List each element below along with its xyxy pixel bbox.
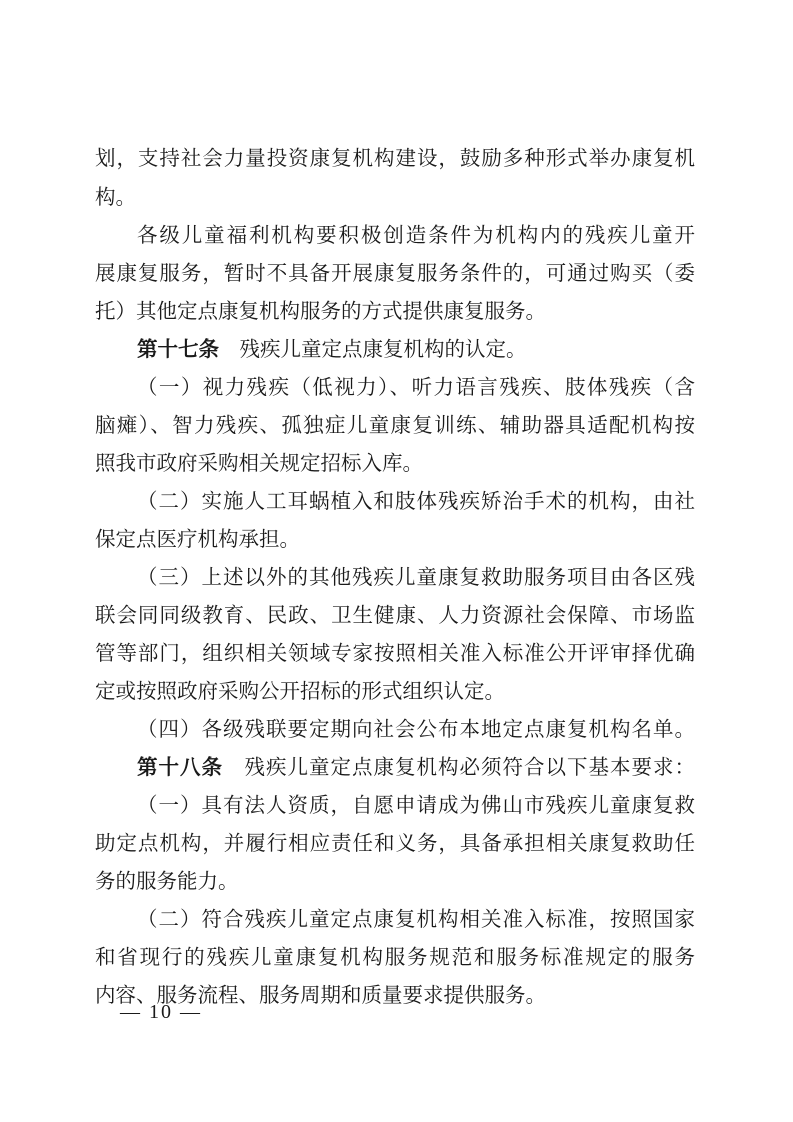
article-18-title: 残疾儿童定点康复机构必须符合以下基本要求： — [244, 755, 695, 779]
paragraph-line: 照我市政府采购相关规定招标入库。 — [95, 451, 423, 475]
article-17-title: 残疾儿童定点康复机构的认定。 — [239, 337, 527, 361]
paragraph-line: 管等部门，组织相关领域专家按照相关准入标准公开评审择优确 — [95, 641, 695, 665]
paragraph-line: 展康复服务，暂时不具备开展康复服务条件的，可通过购买（委 — [95, 261, 695, 285]
paragraph-line: 脑瘫）、智力残疾、孤独症儿童康复训练、辅助器具适配机构按 — [95, 413, 695, 437]
paragraph-line: （一）视力残疾（低视力）、听力语言残疾、肢体残疾（含 — [137, 375, 695, 399]
paragraph-line: 保定点医疗机构承担。 — [95, 527, 300, 551]
paragraph-line: （四）各级残联要定期向社会公布本地定点康复机构名单。 — [137, 717, 695, 741]
article-17-heading: 第十七条 — [137, 337, 219, 361]
paragraph-line: 托）其他定点康复机构服务的方式提供康复服务。 — [95, 299, 546, 323]
page-number: — 10 — — [120, 1001, 202, 1023]
paragraph-line: 划，支持社会力量投资康复机构建设，鼓励多种形式举办康复机 — [95, 146, 695, 170]
paragraph-line: 构。 — [95, 185, 136, 209]
article-17-line — [137, 334, 695, 364]
paragraph-line: （二）实施人工耳蜗植入和肢体残疾矫治手术的机构，由社 — [137, 489, 695, 513]
article-18-heading: 第十八条 — [137, 755, 223, 779]
article-18-line — [137, 752, 695, 782]
paragraph-line: 各级儿童福利机构要积极创造条件为机构内的残疾儿童开 — [137, 223, 695, 247]
paragraph-line: （二）符合残疾儿童定点康复机构相关准入标准，按照国家 — [137, 907, 695, 931]
paragraph-line: （一）具有法人资质，自愿申请成为佛山市残疾儿童康复救 — [137, 793, 695, 817]
paragraph-line: 和省现行的残疾儿童康复机构服务规范和服务标准规定的服务 — [95, 945, 695, 969]
paragraph-line: 定或按照政府采购公开招标的形式组织认定。 — [95, 679, 505, 703]
paragraph-line: （三）上述以外的其他残疾儿童康复救助服务项目由各区残 — [137, 565, 695, 589]
paragraph-line: 内容、服务流程、服务周期和质量要求提供服务。 — [95, 983, 546, 1007]
paragraph-line: 务的服务能力。 — [95, 869, 239, 893]
paragraph-line: 联会同同级教育、民政、卫生健康、人力资源社会保障、市场监 — [95, 603, 695, 627]
paragraph-line: 助定点机构，并履行相应责任和义务，具备承担相关康复救助任 — [95, 831, 695, 855]
